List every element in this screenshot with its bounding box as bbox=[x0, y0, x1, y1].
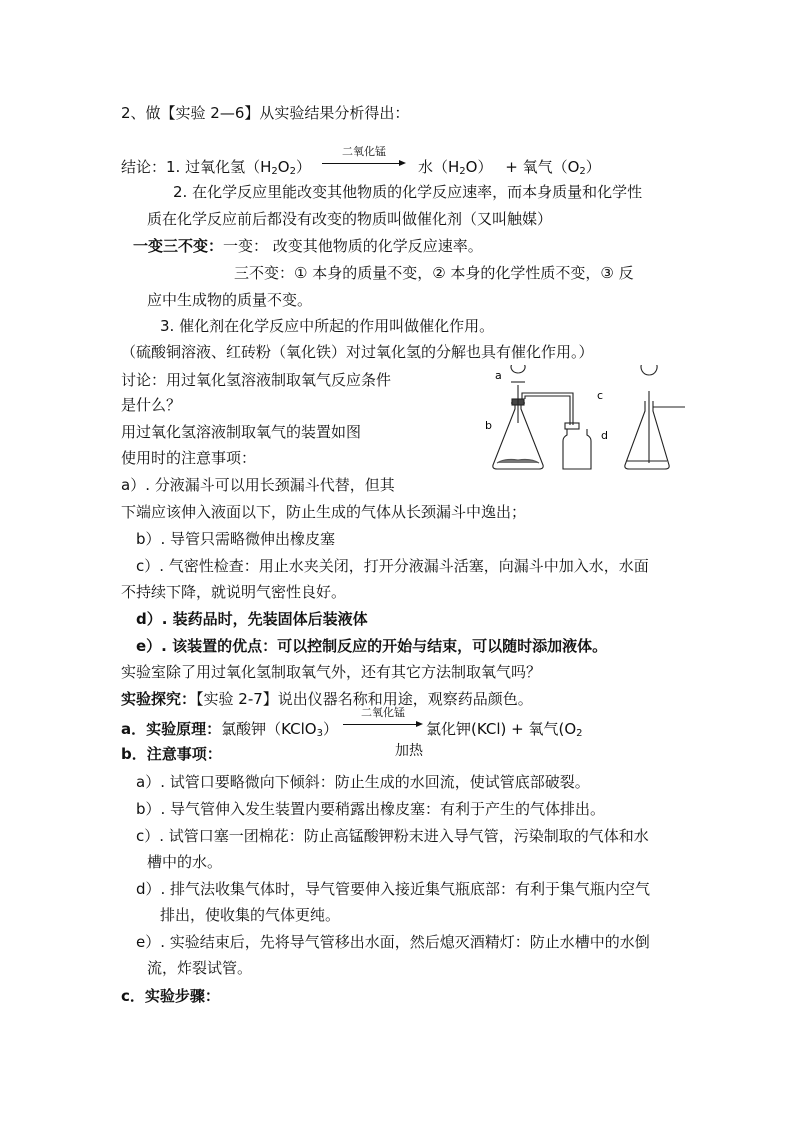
sanbubian-line1: 三不变：① 本身的质量不变，② 本身的化学性质不变，③ 反 bbox=[234, 264, 634, 282]
reaction-arrow-1 bbox=[322, 146, 406, 170]
other-methods-question: 实验室除了用过氧化氢制取氧气外，还有其它方法制取氧气吗？ bbox=[121, 663, 542, 681]
inquiry-note-e-line2: 流，炸裂试管。 bbox=[147, 959, 253, 977]
yibian-label: 一变三不变： bbox=[133, 237, 224, 255]
discussion-line1: 讨论：用过氧化氢溶液制取氧气反应条件 bbox=[121, 371, 392, 389]
note-c-line1: c）. 气密性检查：用止水夹关闭，打开分液漏斗活塞，向漏斗中加入水，水面 bbox=[136, 557, 649, 575]
inquiry-note-c-line2: 槽中的水。 bbox=[147, 853, 223, 871]
inquiry-note-e-line1: e）. 实验结束后，先将导气管移出水面，然后熄灭酒精灯：防止水槽中的水倒 bbox=[136, 933, 650, 951]
note-c-line2: 不持续下降，就说明气密性良好。 bbox=[121, 583, 347, 601]
figure-label-a: a bbox=[495, 369, 502, 382]
point3: 3. 催化剂在化学反应中所起的作用叫做催化作用。 bbox=[160, 317, 495, 335]
principle-products: 氯化钾(KCl) + 氧气($O_2$ bbox=[426, 720, 583, 739]
inquiry-label: 实验探究： bbox=[121, 690, 197, 708]
principle-condition: 加热 bbox=[395, 743, 423, 759]
principle-label: a．实验原理： bbox=[121, 720, 222, 738]
yibian-line: 一变三不变：一变： 改变其他物质的化学反应速率。 bbox=[133, 237, 483, 255]
conclusion-label: 结论：1. 过氧化氢（H bbox=[121, 158, 272, 176]
note-a-line2: 下端应该伸入液面以下，防止生成的气体从长颈漏斗中逸出； bbox=[121, 503, 527, 521]
apparatus-figure bbox=[485, 365, 685, 477]
inquiry-line: 实验探究：【实验 2-7】说出仪器名称和用途，观察药品颜色。 bbox=[121, 690, 533, 708]
inquiry-note-b: b）. 导气管伸入发生装置内要稍露出橡皮塞：有利于产生的气体排出。 bbox=[136, 800, 606, 818]
figure-label-d: d bbox=[601, 429, 608, 442]
reaction-arrow-2 bbox=[343, 707, 423, 731]
steps-label: c．实验步骤： bbox=[121, 987, 220, 1005]
catalyst-label: 二氧化锰 bbox=[342, 145, 386, 158]
discussion-line4: 使用时的注意事项： bbox=[121, 449, 257, 467]
catalyst-note: （硫酸铜溶液、红砖粉（氧化铁）对过氧化氢的分解也具有催化作用。） bbox=[121, 343, 594, 361]
section-heading: 2、做【实验 2—6】从实验结果分析得出： bbox=[121, 104, 410, 122]
inquiry-note-a: a）. 试管口要略微向下倾斜：防止生成的水回流，使试管底部破裂。 bbox=[136, 773, 590, 791]
notes-label: b．注意事项： bbox=[121, 745, 222, 763]
figure-label-c: c bbox=[597, 389, 604, 402]
note-d: d）. 装药品时，先装固体后装液体 bbox=[136, 610, 368, 628]
inquiry-note-c-line1: c）. 试管口塞一团棉花：防止高锰酸钾粉末进入导气管，污染制取的气体和水 bbox=[136, 827, 649, 845]
point2-line2: 质在化学反应前后都没有改变的物质叫做催化剂（又叫触媒） bbox=[147, 210, 553, 228]
note-b: b）. 导管只需略微伸出橡皮塞 bbox=[136, 530, 336, 548]
conclusion-equation: 结论：1. 过氧化氢$(H_2O_2)$ bbox=[121, 158, 311, 177]
discussion-line2: 是什么？ bbox=[121, 396, 182, 414]
principle-line: a．实验原理：氯酸钾（KClO$_3$） bbox=[121, 720, 338, 739]
discussion-line3: 用过氧化氢溶液制取氧气的装置如图 bbox=[121, 423, 362, 441]
inquiry-note-d-line1: d）. 排气法收集气体时，导气管要伸入接近集气瓶底部：有利于集气瓶内空气 bbox=[136, 880, 651, 898]
conclusion-products: 水$(H_2O)$ + 氧气$(O_2)$ bbox=[418, 158, 601, 177]
note-a-line1: a）. 分液漏斗可以用长颈漏斗代替，但其 bbox=[121, 476, 395, 494]
sanbubian-line2: 应中生成物的质量不变。 bbox=[147, 291, 313, 309]
principle-catalyst: 二氧化锰 bbox=[361, 706, 405, 719]
note-e: e）. 该装置的优点：可以控制反应的开始与结束，可以随时添加液体。 bbox=[136, 637, 608, 655]
figure-label-b: b bbox=[485, 419, 492, 432]
inquiry-note-d-line2: 排出，使收集的气体更纯。 bbox=[160, 906, 341, 924]
point2-line1: 2. 在化学反应里能改变其他物质的化学反应速率，而本身质量和化学性 bbox=[173, 183, 643, 201]
